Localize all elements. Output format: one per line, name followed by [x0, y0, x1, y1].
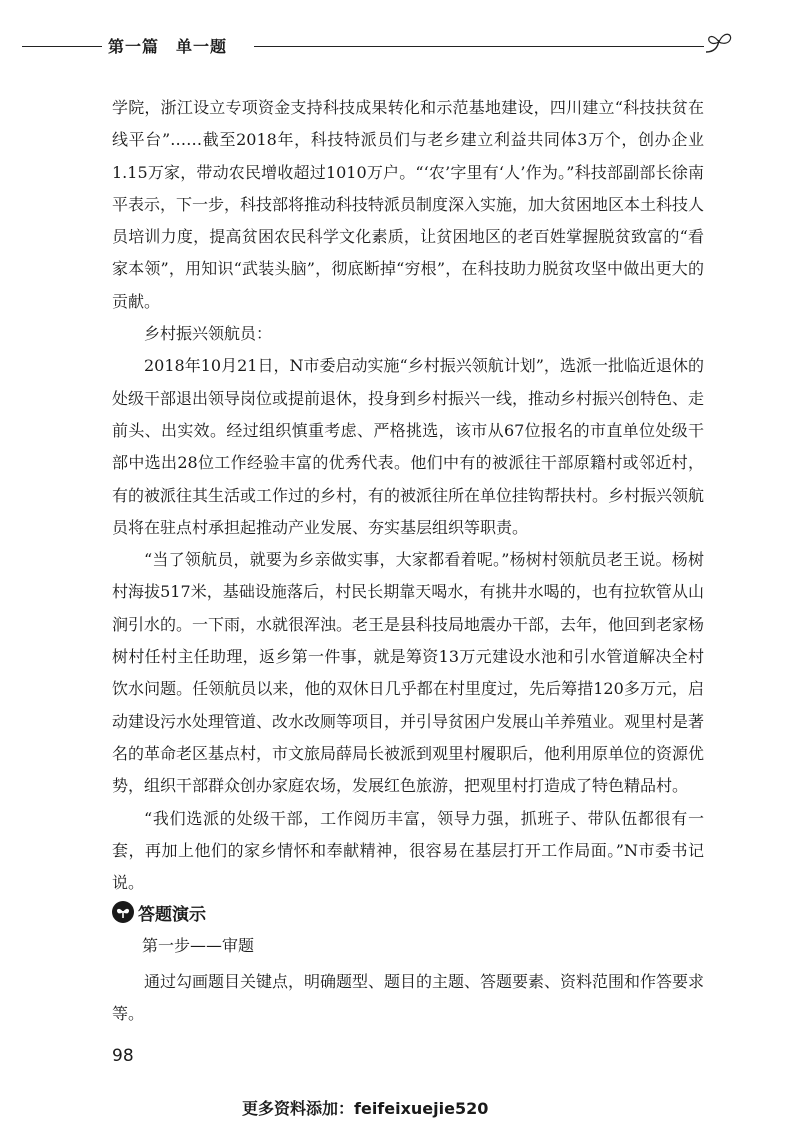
- section-heading: [112, 898, 206, 926]
- header-rule-right: [254, 46, 704, 47]
- page-number: 98: [112, 1046, 134, 1066]
- header-rule-left: [22, 46, 102, 47]
- step-one-body: 通过勾画题目关键点，明确题型、题目的主题、答题要素、资料范围和作答要求等。: [112, 972, 705, 1023]
- leaf-badge-icon: [112, 901, 134, 923]
- paragraph-navigator-plan: 2018年10月21日，N市委启动实施“乡村振兴领航计划”，选派一批临近退休的处级干部退出领导岗位或提前退休，投身到乡村振兴一线，推动乡村振兴创特色、走前头、出实效。经过组织慎重考虑、严格挑选，该市从67位报名的市直单位处级干部中选出28位工作经验丰富的优秀代表。他们中有的被派往干部原籍村或邻近村，有的被派往其生活或工作过的乡村，有的被派往所在单位挂钩帮扶村。乡村振兴领航员将在驻点村承担起推动产业发展、夯实基层组织等职责。: [112, 356, 705, 537]
- sprout-icon: [702, 28, 736, 58]
- chapter-title: 第一篇 单一题: [108, 37, 228, 56]
- body-text: [112, 92, 704, 899]
- step-one-title: 第一步——审题: [142, 936, 255, 955]
- footer-note: 更多资料添加：feifeixuejie520: [242, 1099, 489, 1118]
- subheading-rural-navigator: 乡村振兴领航员：: [144, 324, 273, 344]
- paragraph-yangshu-village: “当了领航员，就要为乡亲做实事，大家都看着呢。”杨树村领航员老王说。杨树村海拔517米，基础设施落后，村民长期靠天喝水，有挑井水喝的，也有拉软管从山涧引水的。一下雨，水就很浑浊。老王是县科技局地震办干部，去年，他回到老家杨树村任村主任助理，返乡第一件事，就是筹资13万元建设水池和引水管道解决全村饮水问题。任领航员以来，他的双休日几乎都在村里度过，先后筹措120多万元，启动建设污水处理管道、改水改厕等项目，并引导贫困户发展山羊养殖业。观里村是著名的革命老区基点村，市文旅局薛局长被派到观里村履职后，他利用原单位的资源优势，组织干部群众创办家庭农场，发展红色旅游，把观里村打造成了特色精品村。: [112, 550, 705, 796]
- paragraph-continuation: 学院，浙江设立专项资金支持科技成果转化和示范基地建设，四川建立“科技扶贫在线平台”……截至2018年，科技特派员们与老乡建立利益共同体3万个，创办企业1.15万家，带动农民增收超过1010万户。“‘农’字里有‘人’作为。”科技部副部长徐南平表示，下一步，科技部将推动科技特派员制度深入实施，加大贫困地区本土科技人员培训力度，提高贫困农民科学文化素质，让贫困地区的老百姓掌握脱贫致富的“看家本领”，用知识“武装头脑”，彻底断掉“穷根”，在科技助力脱贫攻坚中做出更大的贡献。: [112, 98, 705, 311]
- section-heading-label: 答题演示: [138, 904, 206, 925]
- running-header: [22, 34, 722, 60]
- paragraph-party-secretary-quote: “我们选派的处级干部，工作阅历丰富，领导力强，抓班子、带队伍都很有一套，再加上他们的家乡情怀和奉献精神，很容易在基层打开工作局面。”N市委书记说。: [112, 808, 704, 893]
